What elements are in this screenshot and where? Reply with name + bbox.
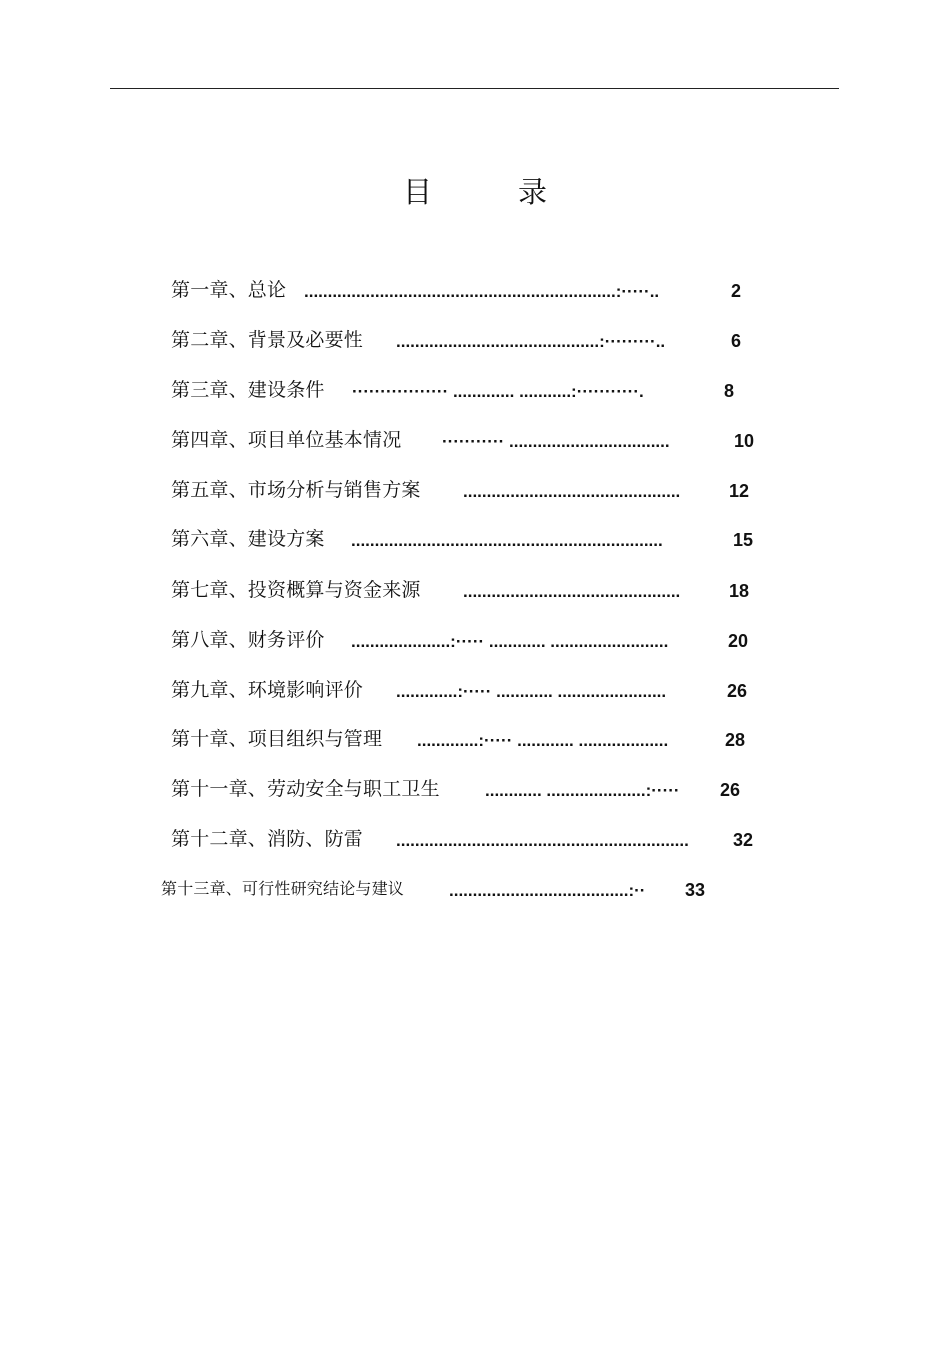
toc-entry-label: 第十章、项目组织与管理 [171, 728, 383, 750]
toc-entry-leader: .............................................................. [396, 831, 689, 850]
toc-title-char-1: 目 [402, 175, 432, 209]
toc-entry-leader: .............:····· ............ ....................... [396, 682, 667, 701]
toc-entry-label: 第四章、项目单位基本情况 [171, 429, 402, 451]
toc-entry-page: 32 [733, 830, 754, 850]
toc-entry-label: 第七章、投资概算与资金来源 [171, 579, 421, 601]
toc-entry-page: 18 [729, 581, 750, 601]
toc-entry-leader: ............ .....................:····· [485, 781, 680, 800]
toc-entry-label: 第十二章、消防、防雷 [171, 828, 364, 850]
toc-entry-leader: ················· ............. ...........:···········. [352, 382, 644, 401]
toc-entry-leader: ··········· .................................. [442, 432, 670, 451]
toc-entry-page: 20 [728, 631, 749, 651]
toc-entry-leader: .............:····· ............ ................... [417, 731, 669, 750]
toc-entry-page: 6 [731, 331, 742, 351]
toc-entry-leader: ...........................................:·········.. [396, 332, 666, 351]
toc-entry-leader: .....................:····· ............ ......................... [351, 632, 669, 651]
toc-entry-leader: ..................................................................:·····.. [304, 282, 660, 301]
toc-entry-label: 第一章、总论 [171, 279, 287, 301]
toc-entry-leader: .................................................................. [351, 531, 663, 550]
toc-entry-label: 第六章、建设方案 [171, 528, 325, 550]
toc-entry-label: 第三章、建设条件 [171, 379, 325, 401]
toc-entry-leader: .............................................. [463, 482, 681, 501]
toc-title-char-2: 录 [518, 175, 548, 209]
toc-entry-page: 26 [727, 681, 748, 701]
toc-entry-page: 8 [724, 381, 735, 401]
toc-entry-page: 12 [729, 481, 750, 501]
toc-entry-leader: .............................................. [463, 582, 681, 601]
toc-entry-page: 26 [720, 780, 741, 800]
toc-entry-label: 第二章、背景及必要性 [171, 329, 364, 351]
toc-entry-label: 第十一章、劳动安全与职工卫生 [171, 778, 440, 800]
toc-entry-page: 33 [685, 880, 706, 900]
toc-entry-page: 15 [733, 530, 754, 550]
toc-entry-page: 10 [734, 431, 755, 451]
toc-entry-label: 第五章、市场分析与销售方案 [171, 479, 421, 501]
toc-entry-page: 28 [725, 730, 746, 750]
toc-entry-label: 第八章、财务评价 [171, 629, 325, 651]
toc-entry-label: 第十三章、可行性研究结论与建议 [161, 879, 405, 898]
toc-entry-label: 第九章、环境影响评价 [171, 679, 364, 701]
toc-entry-leader: ......................................:·· [449, 881, 646, 900]
toc-entry-page: 2 [731, 281, 742, 301]
